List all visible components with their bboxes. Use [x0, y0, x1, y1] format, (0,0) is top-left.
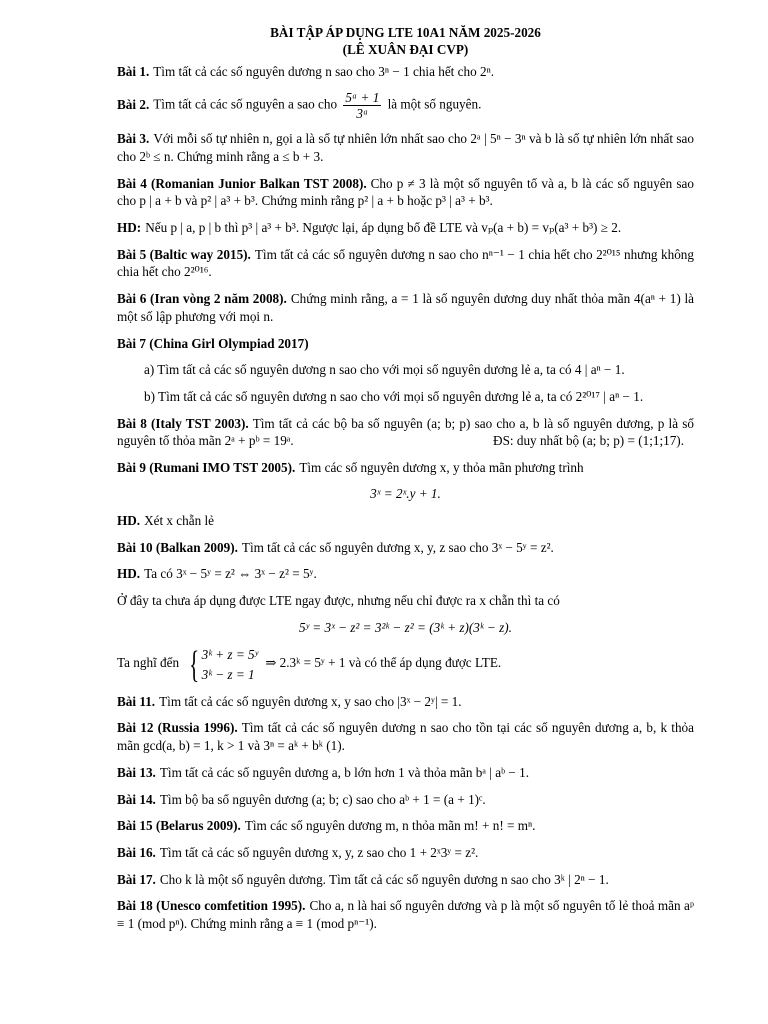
- problem-18: [117, 897, 694, 932]
- problem-label: Bài 5 (Baltic way 2015).: [117, 246, 251, 262]
- problem-label: Bài 11.: [117, 693, 156, 709]
- problem-14: [117, 791, 694, 809]
- problem-9-equation: 3ˣ = 2ˣ.y + 1.: [370, 486, 441, 502]
- problem-4: [117, 175, 694, 210]
- problem-label: Bài 2.: [117, 96, 150, 112]
- problem-label: Bài 15 (Belarus 2009).: [117, 818, 241, 834]
- hint-text: Xét x chẵn lẻ: [144, 513, 215, 529]
- problem-13: [117, 764, 694, 782]
- problem-label: Bài 13.: [117, 764, 156, 780]
- hint-9: [117, 512, 694, 530]
- problem-text: Tìm tất cả các số nguyên dương n sao cho tồn tại các số nguyên dương a, b, k thỏa mãn gcd(a, b) = 1, k > 1 và 3ⁿ = aᵏ + bᵏ (1).: [117, 720, 694, 754]
- problem-7-part-b: b) Tìm tất cả các số nguyên dương n sao cho với mọi số nguyên dương lẻ a, ta có 2²⁰¹⁷ | aⁿ − 1.: [144, 388, 644, 404]
- problem-text: Cho p ≠ 3 là một số nguyên tố và a, b là các số nguyên sao cho p | a + b và p² | a³ + b³. Chứng minh rằng p² | a + b hoặc p³ | a³ + b³.: [117, 175, 694, 209]
- problem-label: Bài 4 (Romanian Junior Balkan TST 2008).: [117, 175, 367, 191]
- problem-label: Bài 16.: [117, 844, 156, 860]
- problem-text: Tìm các số nguyên dương x, y thỏa mãn phương trình: [299, 459, 584, 475]
- problem-text: Cho a, n là hai số nguyên dương và p là một số nguyên tố lẻ thoả mãn aᵖ ≡ 1 (mod pⁿ). Chứng minh rằng a ≡ 1 (mod pⁿ⁻¹).: [117, 898, 695, 931]
- problem-6: [117, 290, 694, 325]
- problem-text: Cho k là một số nguyên dương. Tìm tất cả các số nguyên dương n sao cho 3ᵏ | 2ⁿ − 1.: [159, 871, 609, 887]
- document-subtitle: (LÊ XUÂN ĐẠI CVP): [342, 42, 469, 58]
- problem-label: Bài 18 (Unesco comfetition 1995).: [117, 898, 306, 914]
- hint-text: Nếu p | a, p | b thì p³ | a³ + b³. Ngược lại, áp dụng bổ đề LTE và vₚ(a + b) = vₚ(a³ + b³) ≥ 2.: [145, 220, 622, 236]
- problem-text: Tìm tất cả các số nguyên dương n sao cho 3ⁿ − 1 chia hết cho 2ⁿ.: [153, 64, 495, 80]
- problem-text: Chứng minh rằng, a = 1 là số nguyên dương duy nhất thỏa mãn 4(aⁿ + 1) là một số lập phương với mọi n.: [117, 291, 694, 324]
- hint-10-system-line: [117, 643, 694, 686]
- hint-label: HD.: [117, 513, 141, 529]
- system-line-2: 3ᵏ − z = 1: [201, 666, 255, 682]
- hint-10: [117, 565, 694, 583]
- think-after: ⇒ 2.3ᵏ = 5ʸ + 1 và có thể áp dụng được LTE.: [265, 655, 502, 671]
- problem-label: Bài 10 (Balkan 2009).: [117, 539, 238, 555]
- hint-label: HD.: [117, 566, 141, 582]
- problem-text: Tìm tất cả các số nguyên dương a, b lớn hơn 1 và thỏa mãn bᵃ | aᵇ − 1.: [159, 764, 530, 780]
- think-before: Ta nghĩ đến: [117, 655, 180, 671]
- problem-12: [117, 719, 694, 754]
- problem-9: [117, 459, 694, 477]
- problem-label: Bài 8 (Italy TST 2003).: [117, 415, 249, 431]
- hint-4: [117, 219, 694, 237]
- problem-16: [117, 844, 694, 862]
- problem-label: Bài 17.: [117, 871, 156, 887]
- problem-text: Tìm tất cả các số nguyên dương x, y, z sao cho 1 + 2ˣ3ʸ = z².: [159, 844, 479, 860]
- equation-system: [185, 643, 259, 686]
- problem-7-part-a: a) Tìm tất cả các số nguyên dương n sao cho với mọi số nguyên dương lẻ a, ta có 4 | aⁿ − 1.: [144, 362, 625, 378]
- problem-17: [117, 871, 694, 889]
- problem-text: Tìm tất cả các bộ ba số nguyên (a; b; p) sao cho a, b là số nguyên dương, p là số nguyên tố thỏa mãn 2ᵃ + pᵇ = 19ᵃ.: [117, 415, 694, 449]
- problem-label: Bài 1.: [117, 64, 150, 80]
- fraction: [343, 90, 381, 121]
- problem-11: [117, 693, 694, 711]
- answer-text: ĐS: duy nhất bộ (a; b; p) = (1;1;17).: [487, 433, 684, 448]
- problem-text: Tìm bộ ba số nguyên dương (a; b; c) sao cho aᵇ + 1 = (a + 1)ᶜ.: [159, 791, 486, 807]
- problem-text-after: là một số nguyên.: [387, 96, 482, 112]
- hint-label: HD:: [117, 220, 142, 236]
- problem-label: Bài 6 (Iran vòng 2 năm 2008).: [117, 291, 287, 307]
- problem-label: Bài 14.: [117, 791, 156, 807]
- problem-text: Tìm tất cả các số nguyên dương x, y, z sao cho 3ˣ − 5ʸ = z².: [241, 539, 554, 555]
- problem-text: Tìm tất cả các số nguyên a sao cho: [153, 96, 338, 112]
- problem-text: Với mỗi số tự nhiên n, gọi a là số tự nhiên lớn nhất sao cho 2ᵃ | 5ⁿ − 3ⁿ và b là số tự nhiên lớn nhất sao cho 2ᵇ ≤ n. Chứng minh rằng a ≤ b + 3.: [117, 131, 694, 165]
- document-page: [117, 24, 694, 933]
- hint-10-line2: Ở đây ta chưa áp dụng được LTE ngay được, nhưng nếu chỉ được ra x chẵn thì ta có: [117, 593, 560, 609]
- hint-text: Ta có 3ˣ − 5ʸ = z² ⇔ 3ˣ − z² = 5ʸ.: [144, 566, 317, 582]
- system-line-1: 3ᵏ + z = 5ʸ: [201, 647, 259, 663]
- problem-5: [117, 246, 694, 281]
- problem-label: Bài 12 (Russia 1996).: [117, 720, 238, 736]
- left-brace: {: [189, 643, 200, 686]
- problem-7: [117, 335, 694, 353]
- problem-15: [117, 817, 694, 835]
- problem-text: Tìm các số nguyên dương m, n thỏa mãn m! + n! = mⁿ.: [244, 818, 536, 834]
- problem-text: Tìm tất cả các số nguyên dương n sao cho nⁿ⁻¹ − 1 chia hết cho 2²⁰¹⁵ nhưng không chia hết cho 2²⁰¹⁶.: [117, 246, 694, 280]
- problem-label: Bài 3.: [117, 131, 150, 147]
- problem-2: [117, 90, 694, 121]
- problem-label: Bài 9 (Rumani IMO TST 2005).: [117, 459, 296, 475]
- problem-3: [117, 130, 694, 165]
- fraction-numerator: 5ᵃ + 1: [345, 90, 380, 105]
- document-title: BÀI TẬP ÁP DỤNG LTE 10A1 NĂM 2025-2026: [270, 25, 541, 40]
- fraction-denominator: 3ᵃ: [356, 106, 369, 122]
- problem-1: [117, 63, 694, 81]
- hint-10-equation: 5ʸ = 3ˣ − z² = 3²ᵏ − z² = (3ᵏ + z)(3ᵏ − z).: [299, 619, 512, 635]
- problem-label: Bài 7 (China Girl Olympiad 2017): [117, 335, 309, 351]
- problem-10: [117, 539, 694, 557]
- problem-text: Tìm tất cả các số nguyên dương x, y sao cho |3ˣ − 2ʸ| = 1.: [159, 693, 462, 709]
